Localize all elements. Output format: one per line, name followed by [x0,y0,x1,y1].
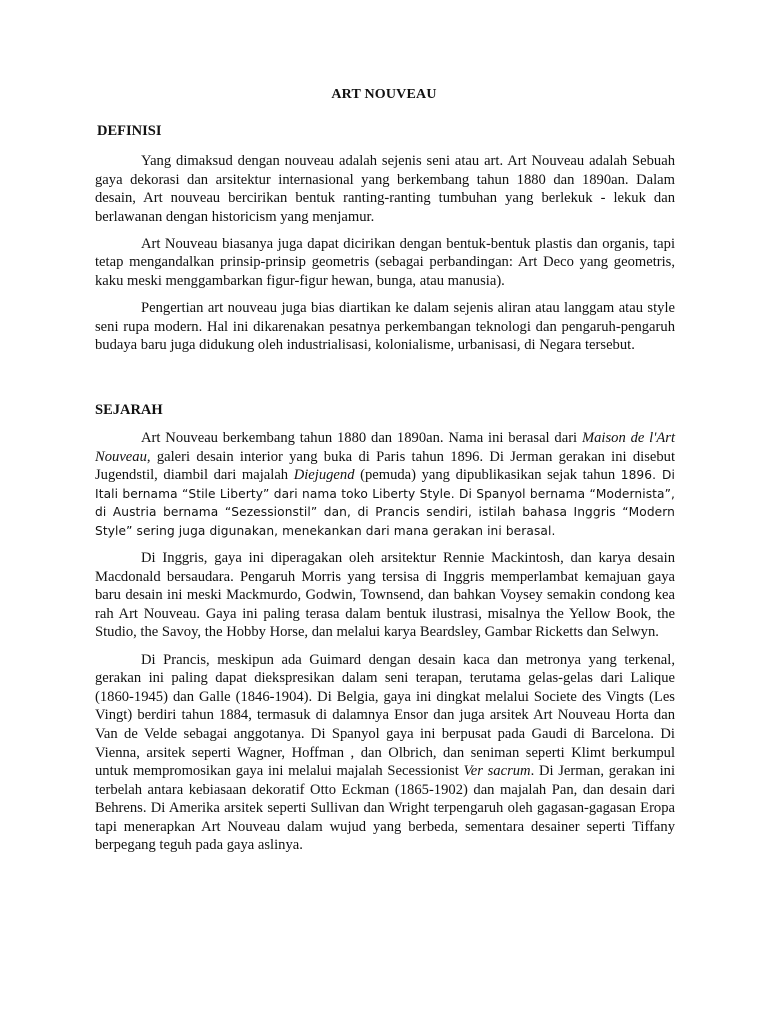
italic-title: Diejugend [293,467,355,484]
paragraph: Di Inggris, gaya ini diperagakan oleh arsitektur Rennie Mackintosh, dan karya desain Macdonald bersaudara. Pengaruh Morris yang tersisa di Inggris memperlambat kemajuan gaya baru desain ini meski Mackmurdo, Godwin, Townsend, dan bahkan Voysey semakin condong kea rah Art Nouveau. Gaya ini paling terasa dalam bentuk ilustrasi, misalnya the Yellow Book, the Studio, the Savoy, the Hobby Horse, dan melalui karya Beardsley, Gambar Ricketts dan Selwyn. [95,550,675,641]
sejarah-body [95,429,675,855]
text-run-sans: 1896. Di Itali bernama “Stile Liberty” dari nama toko Liberty Style. Di Spanyol bernama “Modernista”, di Austria bernama “Sezessionstil” dan, di Prancis sendiri, istilah bahasa Inggris “Modern Style” sering juga digunakan, menekankan dari mana gerakan ini berasal. [95,468,676,538]
section-heading-sejarah: SEJARAH [95,402,163,418]
paragraph: Art Nouveau biasanya juga dapat dicirikan dengan bentuk-bentuk plastis dan organis, tapi tetap mengandalkan prinsip-prinsip geometris (sebagai perbandingan: Art Deco yang geometris, kaku meski menggambarkan figur-figur hewan, bunga, atau manusia). [95,235,675,290]
paragraph: Pengertian art nouveau juga bias diartikan ke dalam sejenis aliran atau langgam atau style seni rupa modern. Hal ini dikarenakan pesatnya perkembangan teknologi dan pengaruh-pengaruh budaya baru juga didukung oleh industrialisasi, kolonialisme, urbanisasi, di Negara tersebut. [95,300,675,354]
paragraph [95,651,675,856]
italic-title: Ver sacrum [463,763,531,780]
paragraph: Yang dimaksud dengan nouveau adalah sejenis seni atau art. Art Nouveau adalah Sebuah gaya dekorasi dan arsitektur internasional yang berkembang tahun 1880 dan 1890an. Dalam desain, Art nouveau bercirikan bentuk ranting-ranting tumbuhan yang berlekuk - lekuk dan berlawanan dengan historicism yang menjamur. [95,153,675,225]
text-run: . Di Jerman, gerakan ini terbelah antara kebiasaan dekoratif Otto Eckman (1865-1902) dan majalah Pan, dan desain dari Behrens. Di Amerika arsitek seperti Sullivan dan Wright terpengaruh oleh gagasan-gagasan Eropa tapi menerapkan Art Nouveau dalam wujud yang berbeda, sementara desainer seperti Tiffany berpegang teguh pada gaya aslinya. [95,763,676,854]
paragraph [95,429,675,541]
text-run: Di Prancis, meskipun ada Guimard dengan desain kaca dan metronya yang terkenal, gerakan ini paling dapat diekspresikan dalam seni terapan, terutama gelas-gelas dari Lalique (1860-1945) dan Galle (1846-1904). Di Belgia, gaya ini dingkat melalui Societe des Vingts (Les Vingt) berdiri tahun 1884, termasuk di dalamnya Ensor dan juga arsitek Art Nouveau Horta dan Van de Velde sebagai anggotanya. Di Spanyol gaya ini berpusat pada Gaudi di Barcelona. Di Vienna, arsitek seperti Wagner, Hoffman , dan Olbrich, dan seniman seperti Klimt berkumpul untuk mempromosikan gaya ini melalui majalah Secessionist [95,651,675,780]
italic-title: Maison de l'Art Nouveau [95,430,675,465]
definisi-body [95,152,675,355]
text-run: (pemuda) yang dipublikasikan sejak tahun [354,467,621,484]
section-heading-definisi: DEFINISI [97,123,162,139]
text-run: Art Nouveau berkembang tahun 1880 dan 1890an. Nama ini berasal dari [141,430,582,446]
text-run: , galeri desain interior yang buka di Paris tahun 1896. Di Jerman gerakan ini disebut Jugendstil, diambil dari majalah [95,448,675,484]
document-title: ART NOUVEAU [331,87,437,102]
